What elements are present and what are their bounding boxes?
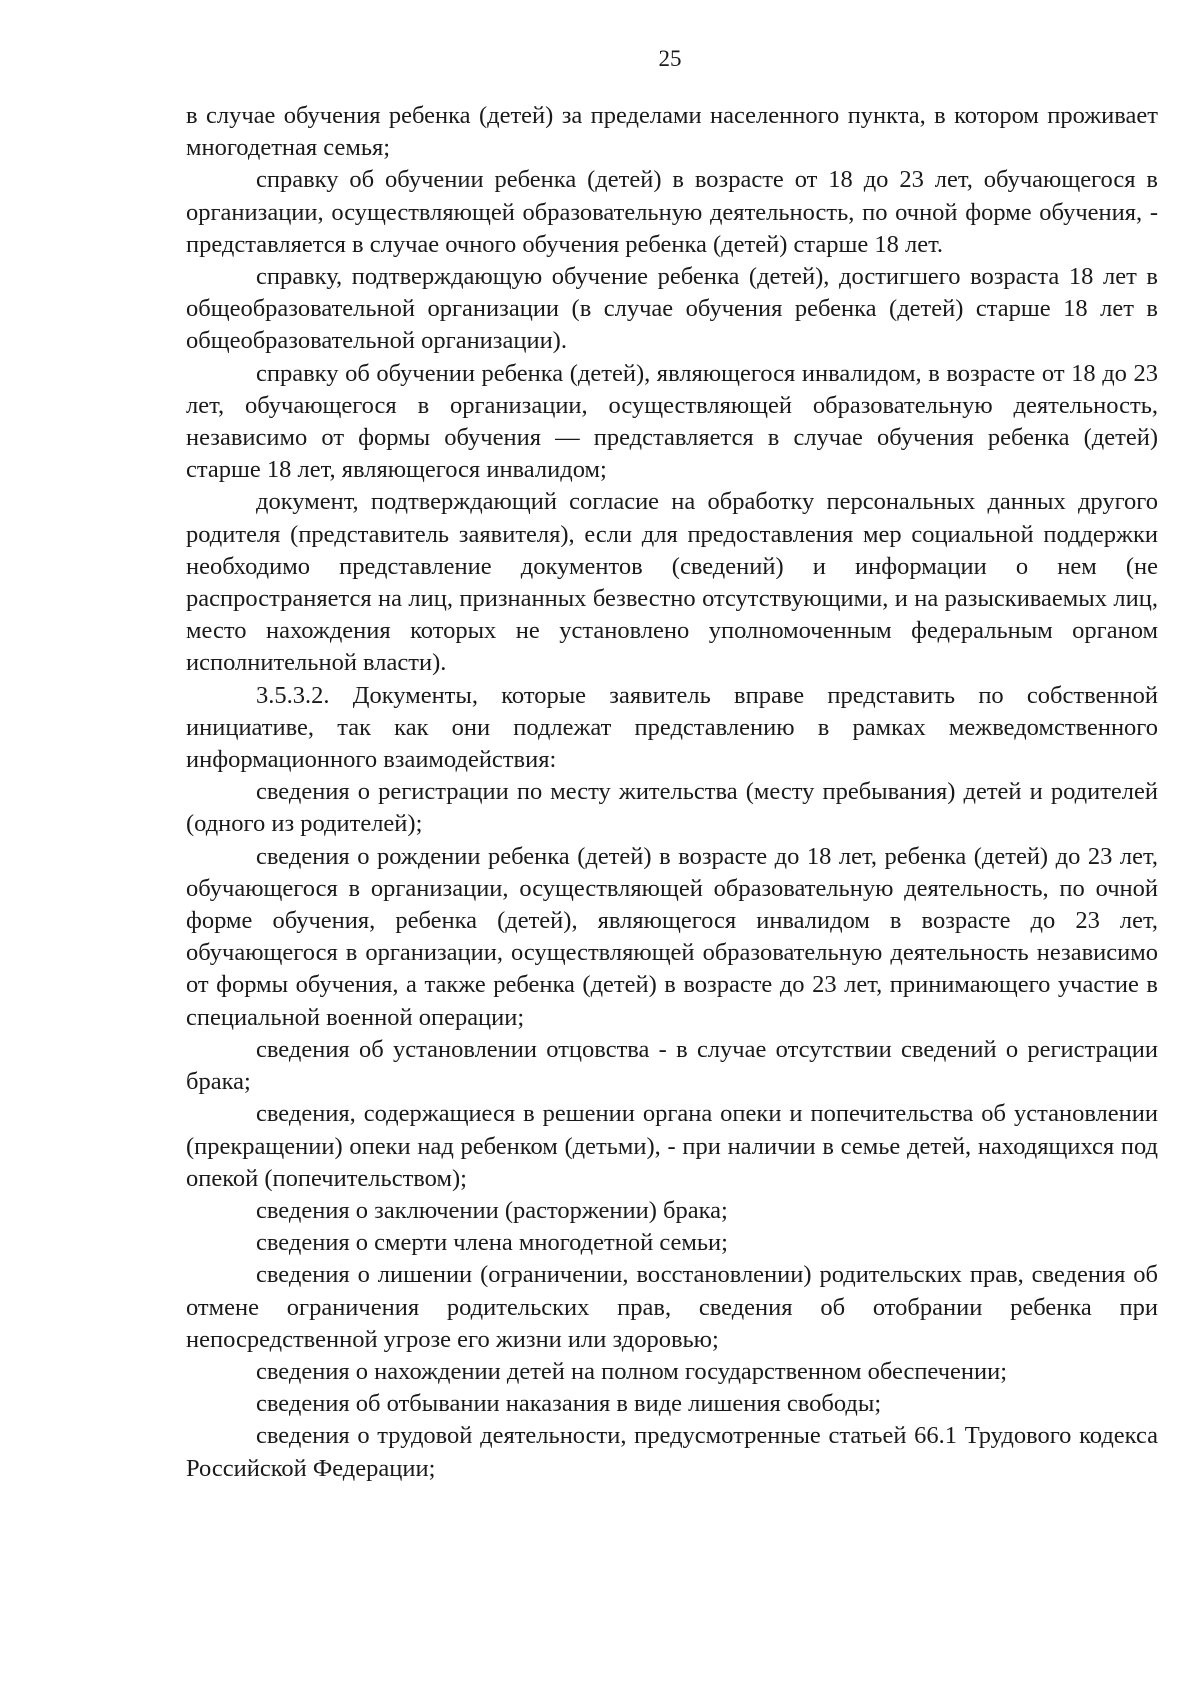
paragraph-parental-rights-info: сведения о лишении (ограничении, восстановлении) родительских прав, сведения об отмене ограничения родительских прав, сведения об отобрании ребенка при непосредственной угрозе его жизни или здоровью; (186, 1261, 1158, 1353)
document-body (186, 100, 1158, 1485)
paragraph-registration-info: сведения о регистрации по месту жительства (месту пребывания) детей и родителей (одного из родителей); (186, 778, 1158, 838)
paragraph-certificate-disabled-child: справку об обучении ребенка (детей), являющегося инвалидом, в возрасте от 18 до 23 лет, обучающегося в организации, осуществляющей образовательную деятельность, независимо от формы обучения — представляется в случае обучения ребенка (детей) старше 18 лет, являющегося инвалидом; (186, 359, 1158, 484)
paragraph-paternity-info: сведения об установлении отцовства - в случае отсутствии сведений о регистрации брака; (186, 1035, 1158, 1096)
paragraph-certificate-general-education: справку, подтверждающую обучение ребенка (детей), достигшего возраста 18 лет в общеобразовательной организации (в случае обучения ребенка (детей) старше 18 лет в общеобразовательной организации). (186, 263, 1158, 355)
paragraph-marriage-info: сведения о заключении (расторжении) брака; (256, 1196, 728, 1224)
paragraph-death-info: сведения о смерти члена многодетной семьи; (256, 1229, 728, 1257)
paragraph-certificate-full-time-study: справку об обучении ребенка (детей) в возрасте от 18 до 23 лет, обучающегося в организации, осуществляющей образовательную деятельность, по очной форме обучения, - представляется в случае очного обучения ребенка (детей) старше 18 лет. (186, 166, 1158, 258)
paragraph-labor-activity-info: сведения о трудовой деятельности, предусмотренные статьей 66.1 Трудового кодекса Российской Федерации; (186, 1422, 1158, 1482)
paragraph-state-support-info: сведения о нахождении детей на полном государственном обеспечении; (256, 1357, 1008, 1385)
page-number: 25 (658, 46, 682, 71)
paragraph-consent-personal-data: документ, подтверждающий согласие на обработку персональных данных другого родителя (представитель заявителя), если для предоставления мер социальной поддержки необходимо представление документов (сведений) и информации о нем (не распространяется на лиц, признанных безвестно отсутствующими, и на разыскиваемых лиц, место нахождения которых не установлено уполномоченным федеральным органом исполнительной власти). (186, 488, 1158, 677)
paragraph-section-3-5-3-2: 3.5.3.2. Документы, которые заявитель вправе представить по собственной инициативе, так как они подлежат представлению в рамках межведомственного информационного взаимодействия: (186, 681, 1158, 774)
paragraph-guardianship-info: сведения, содержащиеся в решении органа опеки и попечительства об установлении (прекращении) опеки над ребенком (детьми), - при наличии в семье детей, находящихся под опекой (попечительством); (186, 1100, 1158, 1192)
paragraph-imprisonment-info: сведения об отбывании наказания в виде лишения свободы; (256, 1390, 882, 1418)
paragraph-study-outside-locality: в случае обучения ребенка (детей) за пределами населенного пункта, в котором проживает многодетная семья; (186, 102, 1158, 162)
paragraph-birth-info: сведения о рождении ребенка (детей) в возрасте до 18 лет, ребенка (детей) до 23 лет, обучающегося в организации, осуществляющей образовательную деятельность, по очной форме обучения, ребенка (детей), являющегося инвалидом в возрасте до 23 лет, обучающегося в организации, осуществляющей образовательную деятельность независимо от формы обучения, а также ребенка (детей) в возрасте до 23 лет, принимающего участие в специальной военной операции; (186, 842, 1158, 1031)
